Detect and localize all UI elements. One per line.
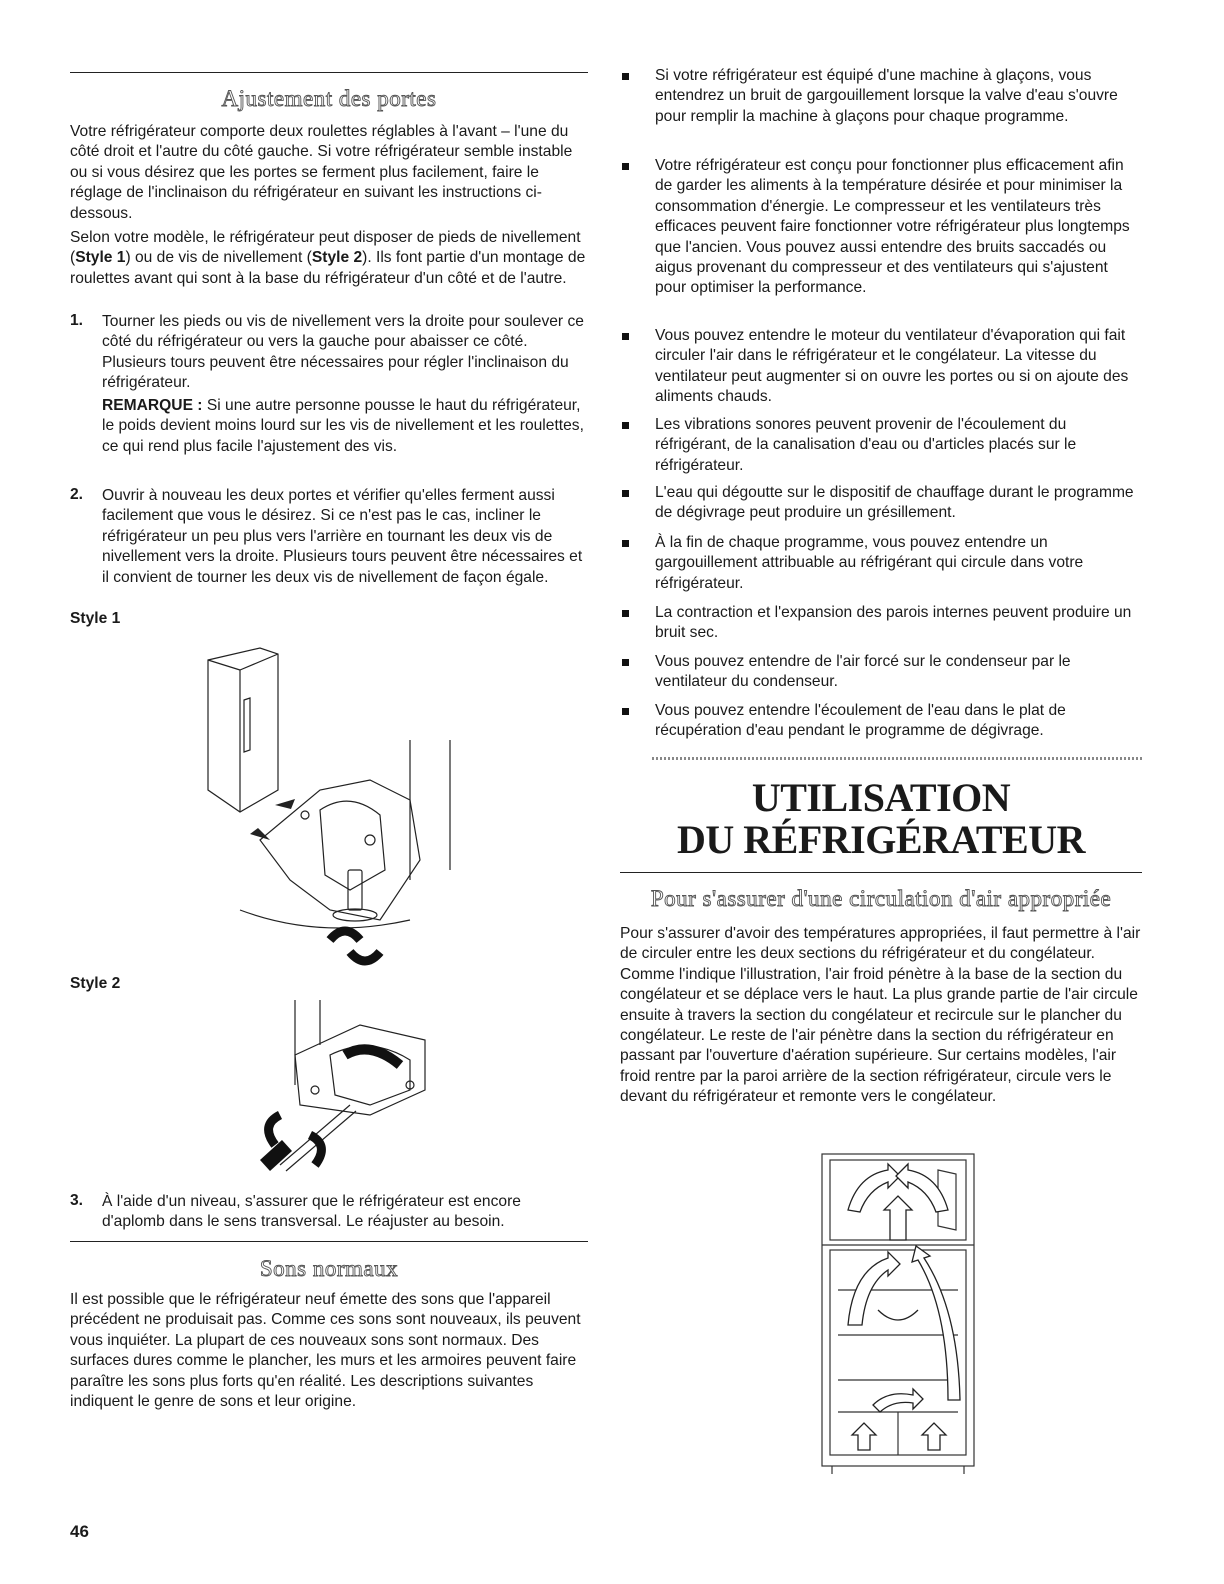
- bullet-square: [622, 73, 629, 80]
- rule-sons: [70, 1241, 588, 1242]
- bullet-square: [622, 708, 629, 715]
- style-1-label: Style 1: [70, 610, 121, 627]
- airflow-illustration: [818, 1150, 978, 1480]
- bullet-item-1: Si votre réfrigérateur est équipé d'une machine à glaçons, vous entendrez un bruit de gargouillement lorsque la valve d'eau s'ouvre pour remplir la machine à glaçons pour chaque programme.: [655, 67, 1118, 125]
- ajustement-para-1-wrap: [70, 122, 588, 224]
- bullet-item-3: Vous pouvez entendre le moteur du ventilateur d'évaporation qui fait circuler l'air dans le réfrigérateur et le congélateur. La vitesse du ventilateur peut augmenter si on ouvre les portes ou si on ajoute des aliments chauds.: [655, 327, 1129, 406]
- section-title-circulation: Pour s'assurer d'une circulation d'air appropriée: [650, 886, 1112, 911]
- remark-text: [102, 396, 588, 457]
- bullet-square: [622, 540, 629, 547]
- step-3-number: 3.: [70, 1192, 84, 1209]
- step-3-text: À l'aide d'un niveau, s'assurer que le réfrigérateur est encore d'aplomb dans le sens transversal. Le réajuster au besoin.: [102, 1193, 521, 1231]
- section-title-sons: Sons normaux: [259, 1256, 399, 1281]
- remark-wrap: [102, 396, 588, 457]
- para2-text-a: Selon votre modèle, le réfrigérateur peut disposer de pieds de nivellement (: [70, 229, 581, 267]
- bullet-square: [622, 163, 629, 170]
- step-1-number: 1.: [70, 312, 84, 329]
- style-2-label: Style 2: [70, 975, 121, 992]
- bullet-item-2: Votre réfrigérateur est conçu pour fonctionner plus efficacement afin de garder les aliments à la température désirée et pour minimiser la consommation d'énergie. Le compresseur et les ventilateurs très efficaces peuvent faire fonctionner votre réfrigérateur plus longtemps que l'ancien. Vous pouvez aussi entendre des bruits saccadés ou aigus provenant du compresseur et des ventilateurs qui s'ajustent pour optimiser la performance.: [655, 157, 1130, 297]
- bullet-square: [622, 659, 629, 666]
- step-2-text: Ouvrir à nouveau les deux portes et vérifier qu'elles ferment aussi facilement que vous le désirez. Si ce n'est pas le cas, incliner le réfrigérateur un peu plus vers l'arrière en tournant les deux vis de nivellement vers la droite. Plusieurs tours peuvent être nécessaires et il convient de tourner les deux vis de nivellement de façon égale.: [102, 487, 583, 586]
- sons-para-wrap: [70, 1290, 588, 1412]
- sons-para: Il est possible que le réfrigérateur neuf émette des sons que l'appareil précédent ne produisait pas. Comme ces sons sont nouveaux, ils peuvent vous inquiéter. La plupart de ces nouveaux sons sont normaux. Des surfaces dures comme le plancher, les murs et les armoires peuvent faire paraître les sons plus forts qu'en réalité. Les descriptions suivantes indiquent le genre de sons et leur origine.: [70, 1291, 581, 1411]
- step-2-wrap: [102, 486, 588, 588]
- bullet-item-5: L'eau qui dégoutte sur le dispositif de chauffage durant le programme de dégivrage peut produire un grésillement.: [655, 484, 1134, 522]
- bullet-square: [622, 422, 629, 429]
- chapter-title-line-1: UTILISATION: [751, 775, 1011, 820]
- circulation-para: Pour s'assurer d'avoir des températures appropriées, il faut permettre à l'air de circuler entre les deux sections du réfrigérateur et du congélateur. Comme l'indique l'illustration, l'air froid pénètre à la base de la section du congélateur et se déplace vers le haut. La plus grande partie de l'air circule ensuite à travers la section du congélateur et recircule sur le plancher du congélateur. Le reste de l'air pénètre dans la section du réfrigérateur en passant par l'ouverture d'aération supérieure. Sur certains modèles, l'air froid rentre par la paroi arrière de la section réfrigérateur, circule vers le devant du réfrigérateur et remonte vers le congélateur.: [620, 925, 1141, 1106]
- step-1-wrap: [102, 312, 588, 394]
- para2-text-b: ) ou de vis de nivellement (: [125, 249, 312, 267]
- bullet-square: [622, 490, 629, 497]
- circulation-para-wrap: [620, 924, 1142, 1108]
- page-number: 46: [70, 1522, 89, 1541]
- para2-style1: Style 1: [75, 249, 126, 267]
- para2-style2: Style 2: [311, 249, 363, 267]
- rule-circulation: [620, 872, 1142, 873]
- ajustement-para-1: Votre réfrigérateur comporte deux roulettes réglables à l'avant – l'une du côté droit et l'autre du côté gauche. Si votre réfrigérateur semble instable ou si vous désirez que les portes se ferment plus facilement, faire le réglage de l'inclinaison du réfrigérateur en suivant les instructions ci-dessous.: [70, 123, 573, 222]
- remark-body: Si une autre personne pousse le haut du réfrigérateur, le poids devient moins lourd sur les vis de nivellement et les roulettes, ce qui rend plus facile l'ajustement des vis.: [102, 397, 584, 455]
- remark-label: REMARQUE :: [102, 397, 203, 414]
- style-2-illustration: [220, 995, 440, 1185]
- ajustement-para-2-wrap: [70, 228, 588, 289]
- top-rule-left: [70, 72, 588, 73]
- para2-text-c: ). Ils font partie d'un montage de roulettes avant qui sont à la base du réfrigérateur d'un côté et de l'autre.: [70, 249, 586, 287]
- bullet-square: [622, 610, 629, 617]
- bullet-item-8: Vous pouvez entendre de l'air forcé sur le condenseur par le ventilateur du condenseur.: [655, 653, 1071, 691]
- style-1-illustration: [200, 640, 470, 970]
- chapter-title-line-2: DU RÉFRIGÉRATEUR: [677, 817, 1085, 862]
- step-2-number: 2.: [70, 486, 84, 503]
- step-3-wrap: [102, 1192, 588, 1233]
- bullet-square: [622, 333, 629, 340]
- step-1-text: Tourner les pieds ou vis de nivellement vers la droite pour soulever ce côté du réfrigérateur ou vers la gauche pour abaisser ce côté. Plusieurs tours peuvent être nécessaires pour régler l'inclinaison du réfrigérateur.: [102, 313, 584, 392]
- section-title-ajustement: Ajustement des portes: [221, 86, 437, 111]
- bullet-item-9: Vous pouvez entendre l'écoulement de l'eau dans le plat de récupération d'eau pendant le programme de dégivrage.: [655, 702, 1066, 740]
- bullet-item-4: Les vibrations sonores peuvent provenir de l'écoulement du réfrigérant, de la canalisation d'eau ou d'articles placés sur le réfrigérateur.: [655, 416, 1077, 474]
- ajustement-para-2: [70, 228, 588, 289]
- dotted-separator: [652, 757, 1142, 760]
- bullet-item-6: À la fin de chaque programme, vous pouvez entendre un gargouillement attribuable au réfrigérant qui circule dans votre réfrigérateur.: [655, 534, 1084, 592]
- bullet-item-7: La contraction et l'expansion des parois internes peuvent produire un bruit sec.: [655, 604, 1132, 642]
